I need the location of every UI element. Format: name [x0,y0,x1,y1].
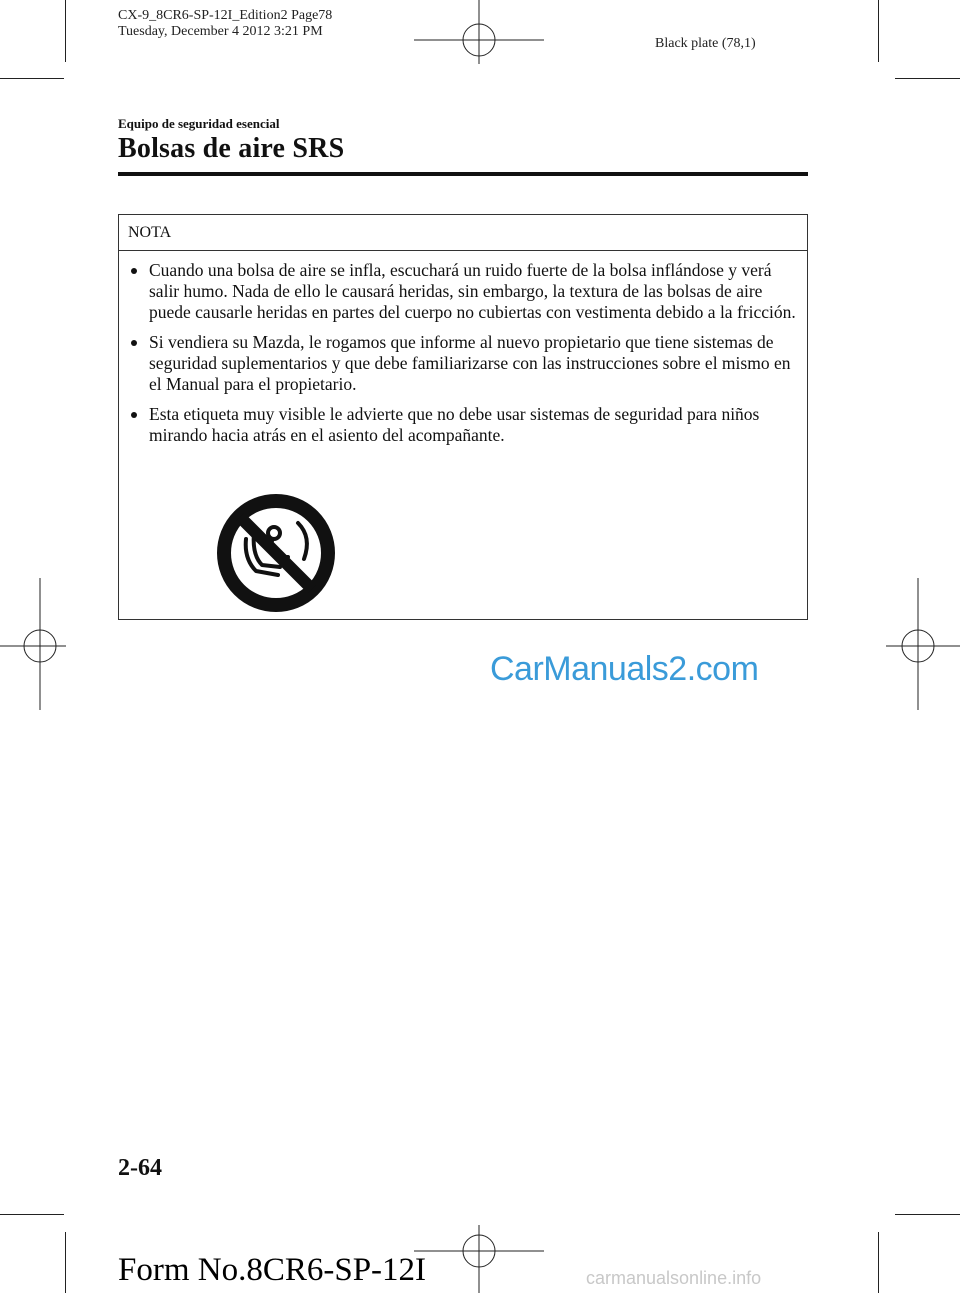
note-item-text: Si vendiera su Mazda, le rogamos que informe al nuevo propietario que tiene sistemas de seguridad suplementarios y que debe familiarizarse con las instrucciones sobre el mismo en el Manual para el propietario. [149,332,791,394]
registration-mark-right [884,578,960,712]
registration-mark-left [0,578,70,712]
registration-mark-bottom [414,1213,546,1293]
note-box [118,214,808,620]
watermark: CarManuals2.com [490,650,759,688]
note-item-text: Esta etiqueta muy visible le advierte que no debe usar sistemas de seguridad para niños mirando hacia atrás en el asiento del acompañante. [149,404,760,445]
bullet-icon [131,412,137,418]
bullet-icon [131,340,137,346]
print-file-info [118,8,332,40]
no-rear-facing-child-seat-icon [216,493,336,613]
note-item [119,404,807,446]
registration-mark-top [414,0,546,80]
source-watermark: carmanualsonline.info [586,1268,762,1288]
page-number: 2-64 [118,1155,162,1181]
note-item-text: Cuando una bolsa de aire se infla, escuchará un ruido fuerte de la bolsa inflándose y verá salir humo. Nada de ello le causará heridas, sin embargo, la textura de las bolsas de aire puede causarle heridas en partes del cuerpo no cubiertas con vestimenta debido a la fricción. [149,260,796,322]
plate-label: Black plate (78,1) [655,36,756,51]
note-item [119,332,807,395]
print-date-line: Tuesday, December 4 2012 3:21 PM [118,24,323,39]
print-file-line: CX-9_8CR6-SP-12I_Edition2 Page78 [118,8,333,23]
note-list [119,260,807,446]
page-title: Bolsas de aire SRS [118,133,345,164]
section-label: Equipo de seguridad esencial [118,116,280,131]
title-rule [118,172,808,176]
bullet-icon [131,268,137,274]
note-heading: NOTA [119,215,807,251]
form-number: Form No.8CR6-SP-12I [118,1252,427,1288]
note-item [119,260,807,323]
